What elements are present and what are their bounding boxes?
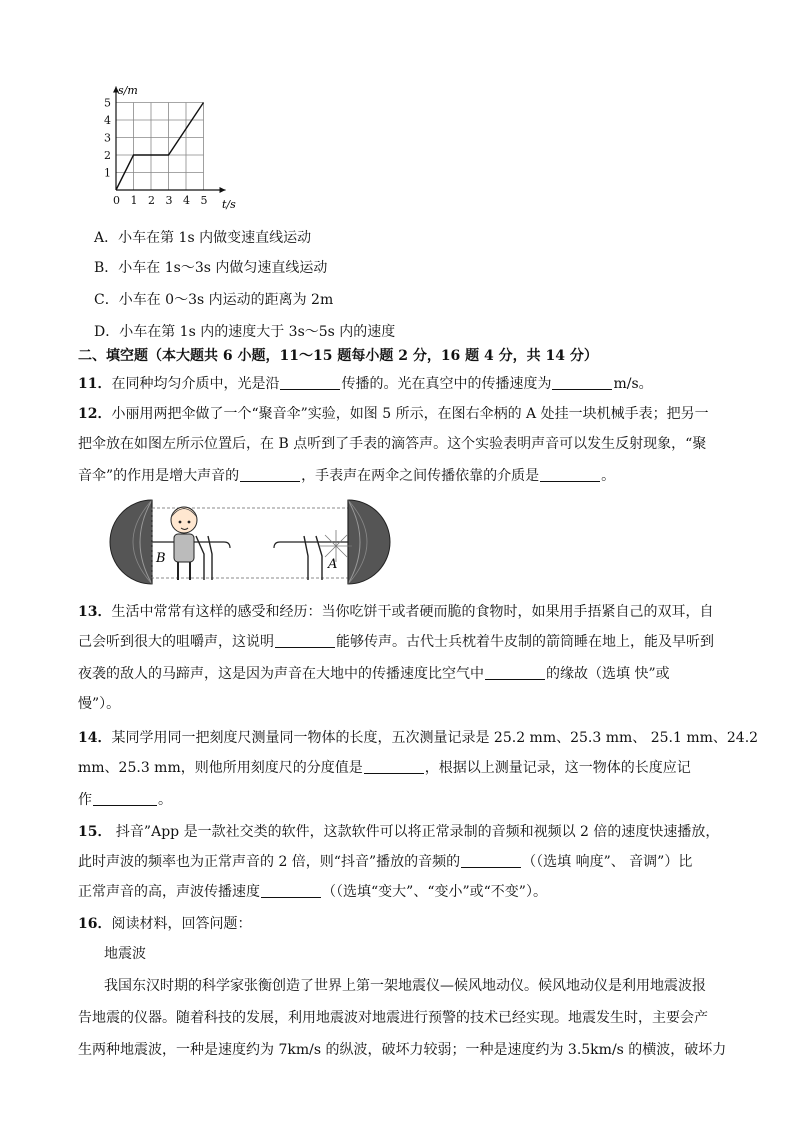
y-tick-label: 4 — [104, 114, 111, 127]
question-14-line-1: 14．某同学用同一把刻度尺测量同一物体的长度，五次测量记录是 25.2 mm、25.3 mm、 25.1 mm、24.2 — [78, 730, 759, 746]
x-tick-label: 5 — [200, 194, 208, 207]
series-line — [116, 103, 204, 191]
question-11: 11．在同种均匀介质中，光是沿 传播的。光在真空中的传播速度为 m/s。 — [78, 376, 653, 392]
answer-blank[interactable] — [93, 791, 157, 806]
y-tick-label: 2 — [104, 149, 111, 162]
answer-blank[interactable] — [540, 467, 600, 482]
answer-blank[interactable] — [461, 853, 521, 868]
question-12-line-1: 12．小丽用两把伞做了一个“聚音伞”实验，如图 5 所示，在图右伞柄的 A 处挂一块机械手表；把另一 — [78, 406, 709, 422]
x-axis-arrow — [220, 187, 226, 193]
option-c: C．小车在 0～3s 内运动的距离为 2m — [94, 292, 334, 308]
y-tick-label: 1 — [104, 166, 111, 180]
point-a-label: A — [328, 557, 338, 572]
option-b: B．小车在 1s～3s 内做匀速直线运动 — [94, 260, 328, 276]
x-tick-label: 1 — [130, 194, 138, 207]
question-number: 15． — [78, 824, 112, 840]
question-number: 11． — [78, 376, 112, 392]
answer-blank[interactable] — [552, 375, 612, 390]
graph-series — [116, 103, 204, 191]
question-12-line-2: 把伞放在如图左所示位置后，在 B 点听到了手表的滴答声。这个实验表明声音可以发生反射现象，“聚 — [78, 436, 707, 452]
question-12-line-3: 音伞”的作用是增大声音的 ，手表声在两伞之间传播依靠的介质是 。 — [78, 468, 616, 484]
answer-blank[interactable] — [280, 375, 340, 390]
s-t-graph — [100, 84, 240, 212]
section-title: 二、填空题（本大题共 6 小题，11～15 题每小题 2 分，16 题 4 分，共 14 分） — [78, 348, 598, 364]
x-tick-label: 4 — [183, 194, 190, 207]
question-13-line-2: 己会听到很大的咀嚼声，这说明 能够传声。古代士兵枕着牛皮制的箭筒睡在地上，能及早听到 — [78, 634, 714, 650]
passage-line-3: 生两种地震波，一种是速度约为 7km/s 的纵波，破坏力较弱；一种是速度约为 3.5km/s 的横波，破坏力 — [78, 1042, 727, 1058]
answer-blank[interactable] — [485, 665, 545, 680]
x-tick-label: 0 — [113, 194, 120, 207]
x-tick-label: 3 — [165, 194, 173, 207]
question-14-line-3: 作 。 — [78, 792, 172, 808]
x-tick-label: 2 — [148, 194, 155, 207]
answer-blank[interactable] — [364, 759, 424, 774]
question-16: 16．阅读材料，回答问题： — [78, 916, 252, 932]
answer-blank[interactable] — [261, 883, 321, 898]
y-tick-label: 5 — [104, 96, 111, 110]
y-axis-label: s/m — [118, 84, 138, 97]
passage-line-2: 告地震的仪器。随着科技的发展，利用地震波对地震进行预警的技术已经实现。地震发生时，主要会产 — [78, 1010, 708, 1026]
option-a: A．小车在第 1s 内做变速直线运动 — [94, 230, 312, 246]
question-13-line-4: 慢”）。 — [78, 696, 121, 712]
graph-grid — [116, 103, 204, 191]
passage-title: 地震波 — [104, 946, 146, 962]
question-14-line-2: mm、25.3 mm，则他所用刻度尺的分度值是 ，根据以上测量记录，这一物体的长度应记 — [78, 760, 691, 776]
y-tick-label: 3 — [104, 131, 111, 145]
question-number: 12． — [78, 406, 112, 422]
question-13-line-3: 夜袭的敌人的马蹄声，这是因为声音在大地中的传播速度比空气中 的缘故（选填 快”或 — [78, 666, 670, 682]
answer-blank[interactable] — [240, 467, 300, 482]
answer-blank[interactable] — [275, 633, 335, 648]
question-13-line-1: 13．生活中常常有这样的感受和经历：当你吃饼干或者硬而脆的食物时，如果用手捂紧自己的双耳，自 — [78, 604, 714, 620]
question-number: 14． — [78, 730, 112, 746]
question-number: 13． — [78, 604, 112, 620]
question-15-line-3: 正常声音的高，声波传播速度 （（选填“变大”、“变小”或“不变”）。 — [78, 884, 547, 900]
passage-line-1: 我国东汉时期的科学家张衡创造了世界上第一架地震仪—候风地动仪。候风地动仪是利用地震波报 — [104, 978, 706, 994]
option-d: D．小车在第 1s 内的速度大于 3s～5s 内的速度 — [94, 324, 396, 340]
umbrella-figure — [108, 496, 392, 588]
girl-listener — [171, 507, 212, 580]
question-15-line-1: 15． 抖音”App 是一款社交类的软件，这款软件可以将正常录制的音频和视频以 2 倍的速度快速播放， — [78, 824, 720, 840]
question-number: 16． — [78, 916, 112, 932]
point-b-label: B — [156, 551, 166, 566]
question-15-line-2: 此时声波的频率也为正常声音的 2 倍，则“抖音”播放的音频的 （（选填 响度”、 音调”）比 — [78, 854, 693, 870]
x-axis-label: t/s — [222, 198, 236, 211]
